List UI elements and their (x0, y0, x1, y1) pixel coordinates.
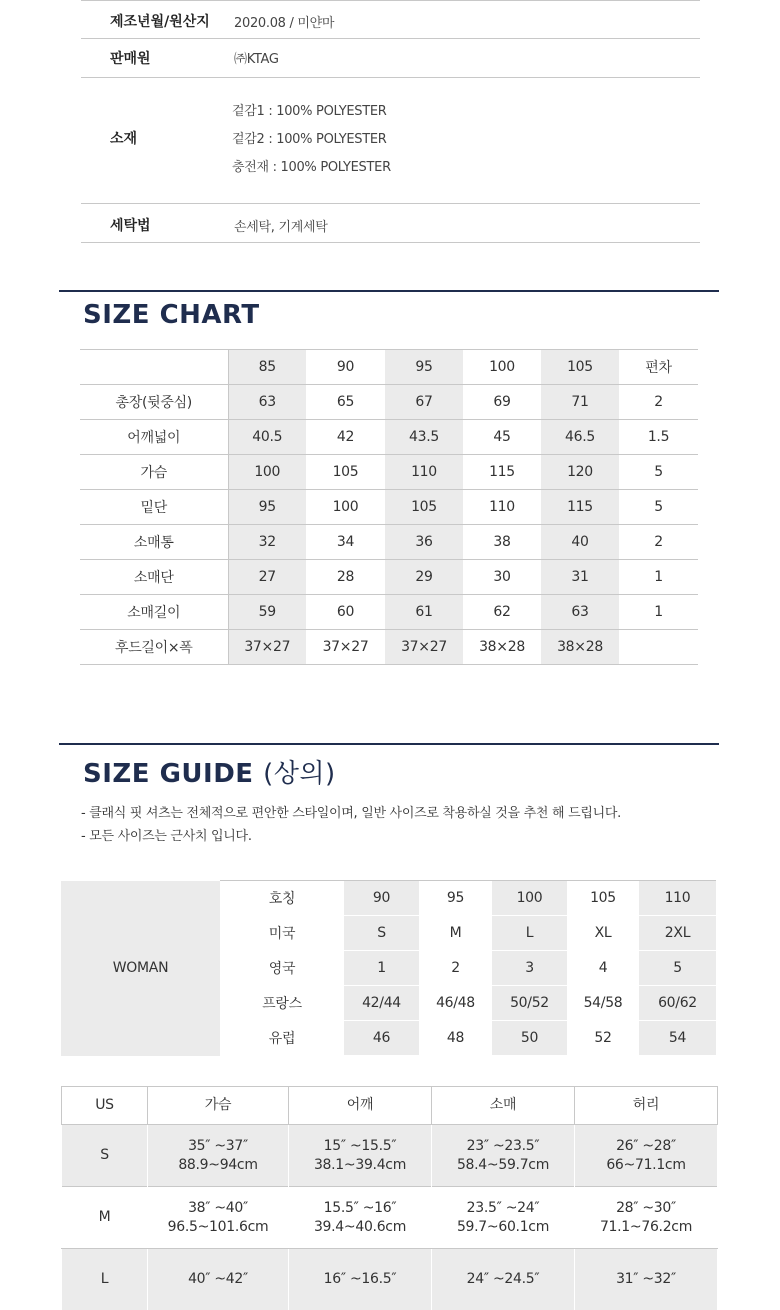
woman-cell: 2XL (639, 916, 716, 951)
size-chart-cell: 63 (228, 385, 306, 420)
size-chart-cell (619, 630, 698, 665)
divider (81, 38, 700, 39)
woman-cell: 95 (419, 881, 492, 916)
info-value-washing: 손세탁, 기계세탁 (234, 216, 327, 235)
woman-cell: 2 (419, 951, 492, 986)
us-cell-inch: 31″ ~32″ (575, 1270, 717, 1289)
size-chart-cell: 115 (463, 455, 541, 490)
us-header-row (62, 1087, 718, 1125)
size-chart-cell: 38 (463, 525, 541, 560)
us-cell-cm: 58.4~59.7cm (432, 1156, 574, 1175)
size-chart-cell: 60 (306, 595, 385, 630)
us-cell-cm: 96.5~101.6cm (148, 1218, 288, 1237)
woman-cell: 1 (344, 951, 419, 986)
divider (81, 242, 700, 243)
size-guide-title-sub: (상의) (263, 759, 336, 789)
us-cell-inch: 16″ ~16.5″ (289, 1270, 431, 1289)
size-chart-cell: 40 (541, 525, 619, 560)
size-chart-title: SIZE CHART (83, 300, 260, 330)
size-chart-cell: 105 (385, 490, 463, 525)
us-cell (575, 1125, 718, 1187)
woman-cell: M (419, 916, 492, 951)
size-chart-row-label: 후드길이×폭 (80, 630, 228, 665)
woman-cell: 48 (419, 1021, 492, 1056)
info-value-material-1: 겉감1 : 100% POLYESTER (232, 100, 387, 119)
us-cell-inch: 28″ ~30″ (575, 1199, 717, 1218)
us-row (62, 1187, 718, 1249)
woman-cell: 3 (492, 951, 567, 986)
us-cell (575, 1249, 718, 1310)
woman-cell: 110 (639, 881, 716, 916)
woman-cell: 54 (639, 1021, 716, 1056)
us-cell-cm: 66~71.1cm (575, 1156, 717, 1175)
size-chart-cell: 46.5 (541, 420, 619, 455)
size-chart-cell: 5 (619, 455, 698, 490)
size-chart-cell: 36 (385, 525, 463, 560)
woman-cell: 90 (344, 881, 419, 916)
size-guide-title (83, 753, 336, 790)
us-size-table (61, 1086, 718, 1310)
size-chart-cell: 37×27 (385, 630, 463, 665)
size-chart-cell: 90 (306, 350, 385, 385)
us-cell (432, 1187, 575, 1249)
woman-row-label: 미국 (220, 916, 344, 951)
size-chart-cell: 110 (463, 490, 541, 525)
size-guide-note-1: - 클래식 핏 셔츠는 전체적으로 편안한 스타일이며, 일반 사이즈로 착용하실 것을 추천 해 드립니다. (81, 802, 621, 821)
size-chart-cell: 65 (306, 385, 385, 420)
woman-cell: 46/48 (419, 986, 492, 1021)
size-chart-row (80, 350, 698, 385)
size-chart-cell: 37×27 (228, 630, 306, 665)
size-chart-row (80, 560, 698, 595)
size-chart-cell: 1.5 (619, 420, 698, 455)
woman-size-table (61, 880, 716, 1056)
info-label-seller: 판매원 (110, 48, 151, 68)
woman-cell: 5 (639, 951, 716, 986)
us-header-cell: 허리 (575, 1087, 718, 1125)
size-chart-cell: 43.5 (385, 420, 463, 455)
size-chart-cell: 63 (541, 595, 619, 630)
us-cell-inch: 38″ ~40″ (148, 1199, 288, 1218)
woman-cell: 54/58 (567, 986, 639, 1021)
us-cell-cm: 39.4~40.6cm (289, 1218, 431, 1237)
woman-cell: 50 (492, 1021, 567, 1056)
us-header-cell: 어깨 (289, 1087, 432, 1125)
size-chart-cell: 1 (619, 560, 698, 595)
info-value-seller: ㈜KTAG (234, 48, 279, 67)
size-chart-cell: 62 (463, 595, 541, 630)
size-chart-row-label: 소매단 (80, 560, 228, 595)
size-chart-cell: 100 (306, 490, 385, 525)
info-value-material-3: 충전재 : 100% POLYESTER (232, 156, 391, 175)
info-value-manufacture: 2020.08 / 미얀마 (234, 12, 334, 31)
info-label-washing: 세탁법 (110, 215, 151, 235)
woman-row-label: 호칭 (220, 881, 344, 916)
us-header-cell: 소매 (432, 1087, 575, 1125)
us-row (62, 1125, 718, 1187)
size-chart-cell: 71 (541, 385, 619, 420)
woman-group-label: WOMAN (61, 881, 220, 1056)
size-chart-cell: 105 (306, 455, 385, 490)
size-chart-cell: 40.5 (228, 420, 306, 455)
us-cell (148, 1125, 289, 1187)
size-chart-cell: 32 (228, 525, 306, 560)
size-chart-cell: 2 (619, 385, 698, 420)
size-chart-row (80, 490, 698, 525)
us-cell-cm: 88.9~94cm (148, 1156, 288, 1175)
us-cell-inch: 26″ ~28″ (575, 1137, 717, 1156)
size-chart-cell: 105 (541, 350, 619, 385)
us-size-label: M (62, 1187, 148, 1249)
us-cell (148, 1249, 289, 1310)
woman-row-label: 프랑스 (220, 986, 344, 1021)
woman-cell: 52 (567, 1021, 639, 1056)
size-chart-cell: 5 (619, 490, 698, 525)
us-cell (289, 1249, 432, 1310)
size-chart-row-label (80, 350, 228, 385)
us-cell-inch: 40″ ~42″ (148, 1270, 288, 1289)
size-guide-title-main: SIZE GUIDE (83, 759, 254, 789)
woman-row-label: 유럽 (220, 1021, 344, 1056)
info-label-manufacture: 제조년월/원산지 (110, 11, 210, 31)
woman-cell: 60/62 (639, 986, 716, 1021)
size-chart-cell: 38×28 (463, 630, 541, 665)
size-chart-cell: 59 (228, 595, 306, 630)
size-chart-row-label: 가슴 (80, 455, 228, 490)
us-header-cell: US (62, 1087, 148, 1125)
us-header-cell: 가슴 (148, 1087, 289, 1125)
woman-cell: L (492, 916, 567, 951)
us-cell (289, 1187, 432, 1249)
size-chart-row (80, 385, 698, 420)
size-chart-cell: 30 (463, 560, 541, 595)
size-chart-cell: 27 (228, 560, 306, 595)
size-chart-cell: 100 (463, 350, 541, 385)
section-rule (59, 743, 719, 745)
size-chart-cell: 28 (306, 560, 385, 595)
us-size-label: S (62, 1125, 148, 1187)
size-chart-cell: 31 (541, 560, 619, 595)
size-chart-cell: 110 (385, 455, 463, 490)
size-chart-cell: 61 (385, 595, 463, 630)
size-chart-cell: 45 (463, 420, 541, 455)
divider (81, 77, 700, 78)
us-cell (432, 1249, 575, 1310)
size-chart-cell: 29 (385, 560, 463, 595)
section-rule (59, 290, 719, 292)
size-chart-table (80, 349, 698, 665)
size-chart-row-label: 소매통 (80, 525, 228, 560)
size-chart-row (80, 630, 698, 665)
us-cell (432, 1125, 575, 1187)
woman-cell: XL (567, 916, 639, 951)
woman-cell: S (344, 916, 419, 951)
size-chart-cell: 67 (385, 385, 463, 420)
us-size-label: L (62, 1249, 148, 1310)
size-chart-row-label: 소매길이 (80, 595, 228, 630)
info-value-material-2: 겉감2 : 100% POLYESTER (232, 128, 387, 147)
size-chart-row (80, 420, 698, 455)
size-chart-row (80, 595, 698, 630)
us-cell-inch: 15″ ~15.5″ (289, 1137, 431, 1156)
divider (81, 0, 700, 1)
size-chart-cell: 42 (306, 420, 385, 455)
us-cell-cm: 71.1~76.2cm (575, 1218, 717, 1237)
woman-cell: 105 (567, 881, 639, 916)
woman-cell: 50/52 (492, 986, 567, 1021)
size-chart-cell: 2 (619, 525, 698, 560)
info-label-material: 소재 (110, 128, 137, 148)
woman-cell: 46 (344, 1021, 419, 1056)
size-chart-cell: 34 (306, 525, 385, 560)
size-chart-cell: 69 (463, 385, 541, 420)
us-cell-inch: 23″ ~23.5″ (432, 1137, 574, 1156)
size-chart-row (80, 455, 698, 490)
us-cell (148, 1187, 289, 1249)
size-chart-cell: 115 (541, 490, 619, 525)
size-chart-cell: 120 (541, 455, 619, 490)
us-cell (289, 1125, 432, 1187)
size-chart-cell: 100 (228, 455, 306, 490)
size-chart-cell: 38×28 (541, 630, 619, 665)
woman-cell: 4 (567, 951, 639, 986)
woman-cell: 42/44 (344, 986, 419, 1021)
size-chart-cell: 95 (385, 350, 463, 385)
us-cell-inch: 24″ ~24.5″ (432, 1270, 574, 1289)
us-cell-cm: 38.1~39.4cm (289, 1156, 431, 1175)
size-guide-note-2: - 모든 사이즈는 근사치 입니다. (81, 825, 252, 844)
size-chart-row-label: 밑단 (80, 490, 228, 525)
woman-row-label: 영국 (220, 951, 344, 986)
us-cell (575, 1187, 718, 1249)
size-chart-cell: 편차 (619, 350, 698, 385)
size-chart-cell: 1 (619, 595, 698, 630)
us-row (62, 1249, 718, 1310)
woman-row (61, 881, 716, 916)
us-cell-inch: 35″ ~37″ (148, 1137, 288, 1156)
us-cell-inch: 15.5″ ~16″ (289, 1199, 431, 1218)
us-cell-cm: 59.7~60.1cm (432, 1218, 574, 1237)
us-cell-inch: 23.5″ ~24″ (432, 1199, 574, 1218)
size-chart-row (80, 525, 698, 560)
size-chart-cell: 37×27 (306, 630, 385, 665)
size-chart-cell: 95 (228, 490, 306, 525)
divider (81, 203, 700, 204)
woman-cell: 100 (492, 881, 567, 916)
size-chart-row-label: 총장(뒷중심) (80, 385, 228, 420)
size-chart-row-label: 어깨넓이 (80, 420, 228, 455)
size-chart-cell: 85 (228, 350, 306, 385)
